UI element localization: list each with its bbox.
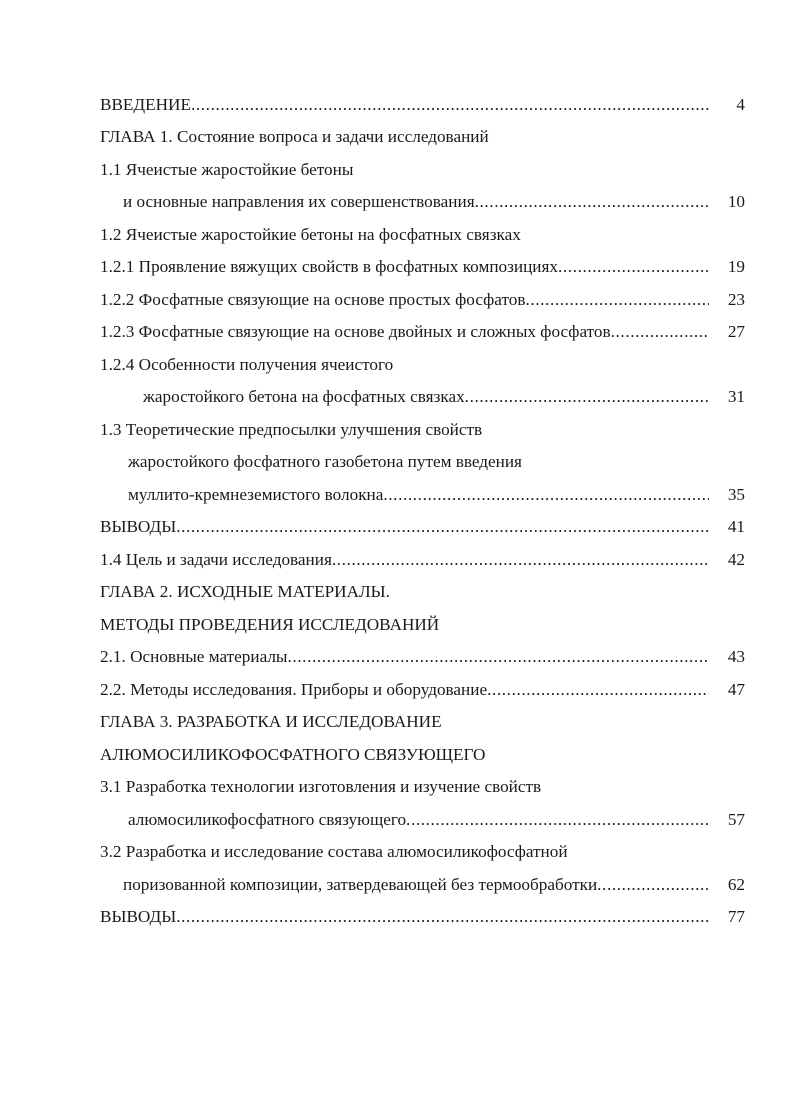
page-number: 27 — [727, 322, 745, 341]
dot-leader — [191, 90, 709, 120]
entry-title: и основные направления их совершенствования — [123, 192, 475, 211]
entry-title: 2.1. Основные материалы — [100, 647, 288, 666]
section-1-3-title-cont: жаростойкого фосфатного газобетона путем введения — [128, 452, 522, 471]
section-1-3-title: 1.3 Теоретические предпосылки улучшения свойств — [100, 420, 483, 439]
dot-leader — [611, 317, 709, 347]
toc-entry-intro[interactable] — [100, 90, 745, 120]
chapter-3-title: ГЛАВА 3. РАЗРАБОТКА И ИССЛЕДОВАНИЕ — [100, 712, 442, 731]
section-3-2-title: 3.2 Разработка и исследование состава алюмосиликофосфатной — [100, 842, 568, 861]
page-number: 23 — [727, 290, 745, 309]
page-number: 43 — [727, 647, 745, 666]
dot-leader — [287, 642, 709, 672]
dot-leader — [383, 480, 709, 510]
toc-entry-conclusions-1[interactable] — [100, 512, 745, 542]
toc-entry-2-1[interactable] — [100, 642, 745, 672]
page-number: 31 — [727, 387, 745, 406]
page-number: 62 — [727, 875, 745, 894]
toc-entry-1-3[interactable] — [128, 480, 745, 510]
toc-entry-1-4[interactable] — [100, 545, 745, 575]
page-number: 42 — [727, 550, 745, 569]
entry-title: алюмосиликофосфатного связующего — [128, 810, 407, 829]
chapter-1-title: ГЛАВА 1. Состояние вопроса и задачи исследований — [100, 127, 489, 146]
dot-leader — [465, 382, 709, 412]
dot-leader — [558, 252, 709, 282]
entry-title: 1.2.2 Фосфатные связующие на основе простых фосфатов — [100, 290, 526, 309]
dot-leader — [475, 187, 709, 217]
dot-leader — [176, 902, 709, 932]
toc-entry-1-2-2[interactable] — [100, 285, 745, 315]
page-number: 10 — [727, 192, 745, 211]
toc-entry-1-1[interactable] — [123, 187, 745, 217]
dot-leader — [332, 545, 709, 575]
entry-title: муллито-кремнеземистого волокна — [128, 485, 384, 504]
toc-entry-3-2[interactable] — [123, 870, 745, 900]
entry-title: 1.2.3 Фосфатные связующие на основе двойных и сложных фосфатов — [100, 322, 611, 341]
page-number: 57 — [727, 810, 745, 829]
entry-title: ВВЕДЕНИЕ — [100, 95, 191, 114]
dot-leader — [406, 805, 709, 835]
entry-title: жаростойкого бетона на фосфатных связках — [143, 387, 465, 406]
page-number: 77 — [727, 907, 745, 926]
toc-entry-2-2[interactable] — [100, 675, 745, 705]
section-3-1-title: 3.1 Разработка технологии изготовления и изучение свойств — [100, 777, 542, 796]
dot-leader — [525, 285, 709, 315]
toc-entry-3-1[interactable] — [128, 805, 745, 835]
page-number: 47 — [727, 680, 745, 699]
section-1-2-title: 1.2 Ячеистые жаростойкие бетоны на фосфатных связках — [100, 225, 521, 244]
dot-leader — [597, 870, 709, 900]
page-number: 4 — [736, 95, 745, 114]
toc-entry-1-2-3[interactable] — [100, 317, 745, 347]
section-1-2-4-title: 1.2.4 Особенности получения ячеистого — [100, 355, 394, 374]
toc-entry-1-2-1[interactable] — [100, 252, 745, 282]
dot-leader — [487, 675, 709, 705]
entry-title: 1.2.1 Проявление вяжущих свойств в фосфатных композициях — [100, 257, 558, 276]
entry-title: 1.4 Цель и задачи исследования — [100, 550, 332, 569]
dot-leader — [176, 512, 709, 542]
page-number: 35 — [727, 485, 745, 504]
entry-title: ВЫВОДЫ — [100, 517, 177, 536]
chapter-2-title: ГЛАВА 2. ИСХОДНЫЕ МАТЕРИАЛЫ. — [100, 582, 390, 601]
page-number: 41 — [727, 517, 745, 536]
section-1-1-title: 1.1 Ячеистые жаростойкие бетоны — [100, 160, 354, 179]
toc-entry-1-2-4[interactable] — [143, 382, 745, 412]
chapter-2-title-cont: МЕТОДЫ ПРОВЕДЕНИЯ ИССЛЕДОВАНИЙ — [100, 615, 440, 634]
chapter-3-title-cont: АЛЮМОСИЛИКОФОСФАТНОГО СВЯЗУЮЩЕГО — [100, 745, 486, 764]
entry-title: 2.2. Методы исследования. Приборы и оборудование — [100, 680, 488, 699]
entry-title: поризованной композиции, затвердевающей без термообработки — [123, 875, 598, 894]
page-number: 19 — [727, 257, 745, 276]
toc-entry-conclusions-3[interactable] — [100, 902, 745, 932]
entry-title: ВЫВОДЫ — [100, 907, 177, 926]
